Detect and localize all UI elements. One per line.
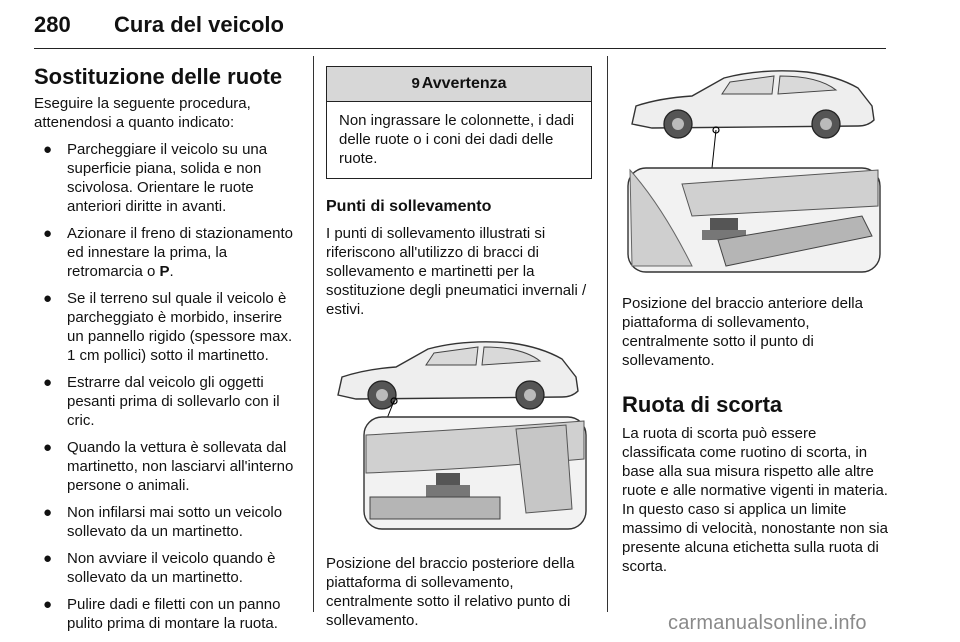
bullet-icon: ● <box>43 439 53 456</box>
front-lift-point-figure <box>622 66 886 278</box>
list-item: ● Quando la vettura è sollevata dal martinetto, non lasciarvi all'interno persone o animali. <box>43 439 294 494</box>
bullet-icon: ● <box>43 141 53 158</box>
list-item: ● Estrarre dal veicolo gli oggetti pesanti prima di sollevarlo con il cric. <box>43 374 280 429</box>
page-header <box>34 4 886 49</box>
bullet-icon: ● <box>43 290 53 307</box>
procedure-list <box>34 140 302 633</box>
wheel-change-title: Sostituzione delle ruote <box>34 64 283 89</box>
rear-lift-point-figure <box>326 333 590 538</box>
section-title: Cura del veicolo <box>114 12 284 37</box>
watermark: carmanualsonline.info <box>668 612 867 634</box>
page-number: 280 <box>34 12 71 37</box>
list-item: ● Azionare il freno di stazionamento ed innestare la prima, la retromarcia o P. <box>43 225 293 280</box>
warning-title: Avvertenza <box>421 75 507 92</box>
list-item: ● Parcheggiare il veicolo su una superficie piana, solida e non scivolosa. Orientare le ruote anteriori diritte in avanti. <box>43 141 268 215</box>
lift-points-title: Punti di sollevamento <box>326 198 492 215</box>
list-item: ● Non infilarsi mai sotto un veicolo sollevato da un martinetto. <box>43 504 283 540</box>
car-side-icon <box>338 342 578 409</box>
column-divider <box>313 56 314 612</box>
car-side-icon <box>632 71 874 138</box>
wheel-change-intro: Eseguire la seguente procedura, attenendosi a quanto indicato: <box>34 95 251 131</box>
bullet-icon: ● <box>43 504 53 521</box>
bullet-icon: ● <box>43 374 53 391</box>
bullet-icon: ● <box>43 550 53 567</box>
list-item: ● Non avviare il veicolo quando è sollevato da un martinetto. <box>43 550 276 586</box>
rear-lift-caption: Posizione del braccio posteriore della piattaforma di sollevamento, centralmente sotto il relativo punto di sollevamento. <box>326 555 575 629</box>
column-divider <box>607 56 608 612</box>
bullet-icon: ● <box>43 225 53 242</box>
column-lift-points <box>326 66 593 630</box>
bullet-icon: ● <box>43 596 53 613</box>
warning-icon: 9 <box>411 75 420 92</box>
warning-box <box>326 66 592 179</box>
lift-points-text: I punti di sollevamento illustrati si riferiscono all'utilizzo di bracci di sollevamento e martinetti per la sostituzione degli pneumatici invernali / estivi. <box>326 225 587 318</box>
list-item: ● Pulire dadi e filetti con un panno pulito prima di montare la ruota. <box>43 596 281 632</box>
spare-wheel-text: La ruota di scorta può essere classificata come ruotino di scorta, in base alla sua misura rispetto alle altre ruote e alle normative vigenti in materia. In questo caso si applica un limite massimo di velocità, nonostante non sia presente alcuna etichetta sulla ruota di scorta. <box>622 425 888 575</box>
front-lift-caption: Posizione del braccio anteriore della piattaforma di sollevamento, centralmente sotto il punto di sollevamento. <box>622 295 863 369</box>
warning-text: Non ingrassare le colonnette, i dadi delle ruote o i coni dei dadi delle ruote. <box>339 112 575 167</box>
column-spare-wheel <box>622 66 888 576</box>
warning-header <box>327 67 591 102</box>
list-item: ● Se il terreno sul quale il veicolo è parcheggiato è morbido, inserire un pannello rigido (spessore max. 1 cm pollici) sotto il martinetto. <box>43 290 293 364</box>
spare-wheel-title: Ruota di scorta <box>622 392 783 417</box>
column-wheel-change <box>34 64 302 641</box>
